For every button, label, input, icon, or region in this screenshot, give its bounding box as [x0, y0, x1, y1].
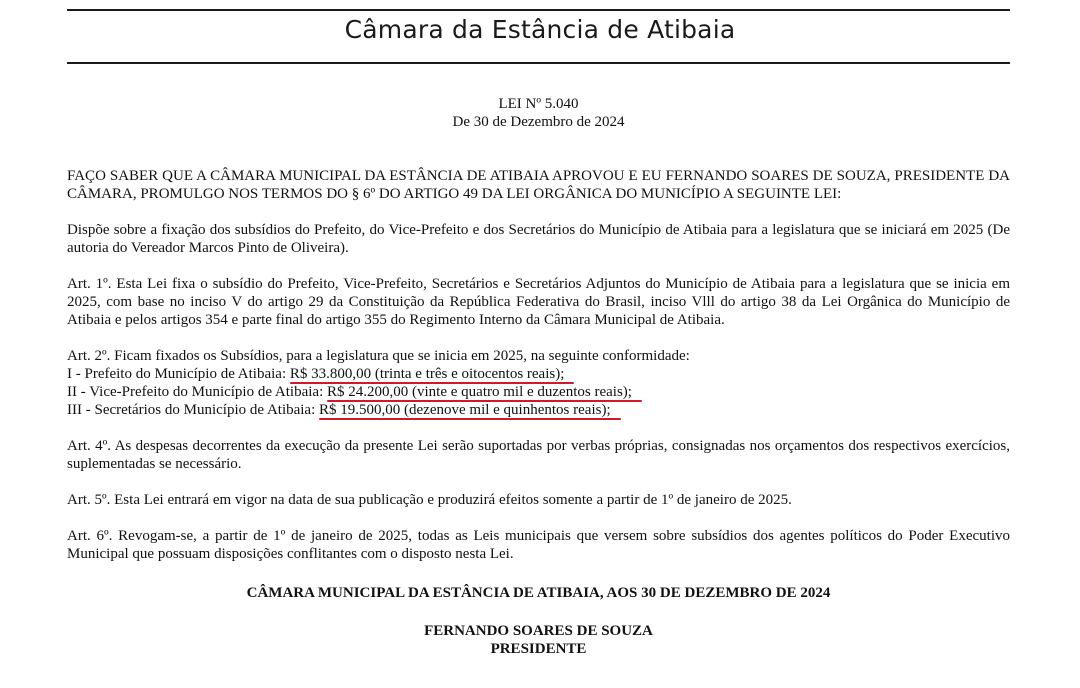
subsidy-item-secretaries [67, 401, 1010, 419]
law-body [67, 95, 1010, 658]
signature-block [67, 622, 1010, 658]
masthead-bottom-rule [67, 62, 1010, 64]
subsidy-item-mayor [67, 365, 1010, 383]
subsidy-amount-underlined: R$ 24.200,00 (vinte e quatro mil e duzentos reais); [327, 384, 632, 400]
article-6: Art. 6º. Revogam-se, a partir de 1º de janeiro de 2025, todas as Leis municipais que versem sobre subsídios dos agentes políticos do Poder Executivo Municipal que possuam disposições conflitantes com o disposto nesta Lei. [67, 528, 1010, 562]
subsidy-amount-underlined: R$ 33.800,00 (trinta e três e oitocentos reais); [289, 366, 565, 382]
article-2-heading: Art. 2º. Ficam fixados os Subsídios, para a legislatura que se inicia em 2025, na seguinte conformidade: [67, 348, 690, 364]
promulgation-paragraph: FAÇO SABER QUE A CÂMARA MUNICIPAL DA ESTÂNCIA DE ATIBAIA APROVOU E EU FERNANDO SOARES DE SOUZA, PRESIDENTE DA CÂMARA, PROMULGO NOS TERMOS DO § 6º DO ARTIGO 49 DA LEI ORGÂNICA DO MUNICÍPIO A SEGUINTE LEI: [67, 168, 1010, 202]
law-number: LEI Nº 5.040 [498, 96, 579, 112]
subsidy-label: I - Prefeito do Município de Atibaia: [67, 366, 290, 382]
subsidy-label: II - Vice-Prefeito do Município de Atibaia: [67, 384, 328, 400]
subsidy-item-vice-mayor [67, 383, 1010, 401]
masthead-title: Câmara da Estância de Atibaia [344, 15, 736, 44]
subsidy-label: III - Secretários do Município de Atibaia: [67, 402, 320, 418]
law-date: De 30 de Dezembro de 2024 [452, 114, 625, 130]
signer-title: PRESIDENTE [490, 641, 587, 657]
article-4: Art. 4º. As despesas decorrentes da execução da presente Lei serão suportadas por verbas próprias, consignadas nos orçamentos dos respectivos exercícios, suplementadas se necessário. [67, 438, 1010, 472]
closing-line: CÂMARA MUNICIPAL DA ESTÂNCIA DE ATIBAIA, AOS 30 DE DEZEMBRO DE 2024 [246, 585, 831, 601]
article-2 [67, 347, 1010, 419]
subsidy-amount-underlined: R$ 19.500,00 (dezenove mil e quinhentos reais); [319, 402, 611, 418]
law-header [67, 95, 1010, 131]
masthead-top-rule [67, 9, 1010, 11]
signer-name: FERNANDO SOARES DE SOUZA [424, 623, 653, 639]
article-1: Art. 1º. Esta Lei fixa o subsídio do Prefeito, Vice-Prefeito, Secretários e Secretários Adjuntos do Município de Atibaia para a legislatura que se inicia em 2025, com base no inciso V do artigo 29 da Constituição da República Federativa do Brasil, inciso Vlll do artigo 38 da Lei Orgânica do Município de Atibaia e pelos artigos 354 e parte final do artigo 355 do Regimento Interno da Câmara Municipal de Atibaia. [67, 276, 1010, 328]
ementa-paragraph: Dispõe sobre a fixação dos subsídios do Prefeito, do Vice-Prefeito e dos Secretários do Município de Atibaia para a legislatura que se iniciará em 2025 (De autoria do Vereador Marcos Pinto de Oliveira). [67, 222, 1010, 256]
article-5: Art. 5º. Esta Lei entrará em vigor na data de sua publicação e produzirá efeitos somente a partir de 1º de janeiro de 2025. [67, 492, 792, 508]
